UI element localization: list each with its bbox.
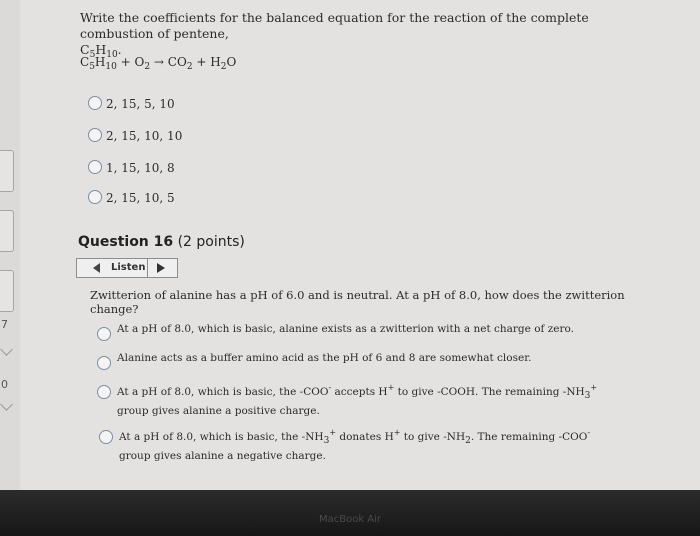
option-radio[interactable] [97,356,111,370]
listen-label: Listen [111,262,146,273]
play-icon[interactable] [157,263,165,273]
option-radio[interactable] [97,385,111,399]
option-radio[interactable] [88,128,102,142]
check-icon [0,398,13,411]
option-radio[interactable] [88,160,102,174]
question-points: (2 points) [177,234,245,250]
sidebar-question-box[interactable] [0,270,14,312]
prompt-text: Write the coefficients for the balanced equation for the reaction of the complete combustion of pentene, [80,10,589,41]
option-radio[interactable] [97,327,111,341]
left-sidebar-strip [0,0,20,490]
laptop-bezel [0,490,700,536]
pentene-formula: $C_5H_{10}$. [80,42,122,60]
sidebar-question-box[interactable] [0,150,14,192]
question-16-prompt: Zwitterion of alanine has a pH of 6.0 and is neutral. At a pH of 8.0, how does the zwitterion change? [90,288,625,316]
option-label: At a pH of 8.0, which is basic, alanine exists as a zwitterion with a net charge of zero. [117,323,574,335]
option-label: At a pH of 8.0, which is basic, the -NH3+ donates H+ to give -NH2. The remaining -COO- group gives alanine a negative charge. [119,428,591,462]
option-label: At a pH of 8.0, which is basic, the -COO- accepts H+ to give -COOH. The remaining -NH3+ group gives alanine a positive charge. [117,383,598,417]
speaker-icon [93,263,100,273]
option-radio[interactable] [88,96,102,110]
option-radio[interactable] [88,190,102,204]
listen-button[interactable] [76,258,178,278]
question-title: Question 16 [78,234,174,250]
option-label: 2, 15, 10, 10 [106,129,183,143]
reaction-equation: $C_5H_{10} + O_2 \to CO_2 + H_2O$ [80,55,237,72]
sidebar-question-number: 7 [1,318,8,331]
option-label: 2, 15, 5, 10 [106,97,175,111]
option-label: Alanine acts as a buffer amino acid as the pH of 6 and 8 are somewhat closer. [117,352,532,364]
option-radio[interactable] [99,430,113,444]
option-label: 1, 15, 10, 8 [106,161,175,175]
brand-label: MacBook Air [318,514,382,525]
question-16-header [78,234,245,250]
divider [147,259,148,277]
sidebar-question-box[interactable] [0,210,14,252]
option-label: 2, 15, 10, 5 [106,191,175,205]
sidebar-question-number: 0 [1,378,8,391]
check-icon [0,343,13,356]
